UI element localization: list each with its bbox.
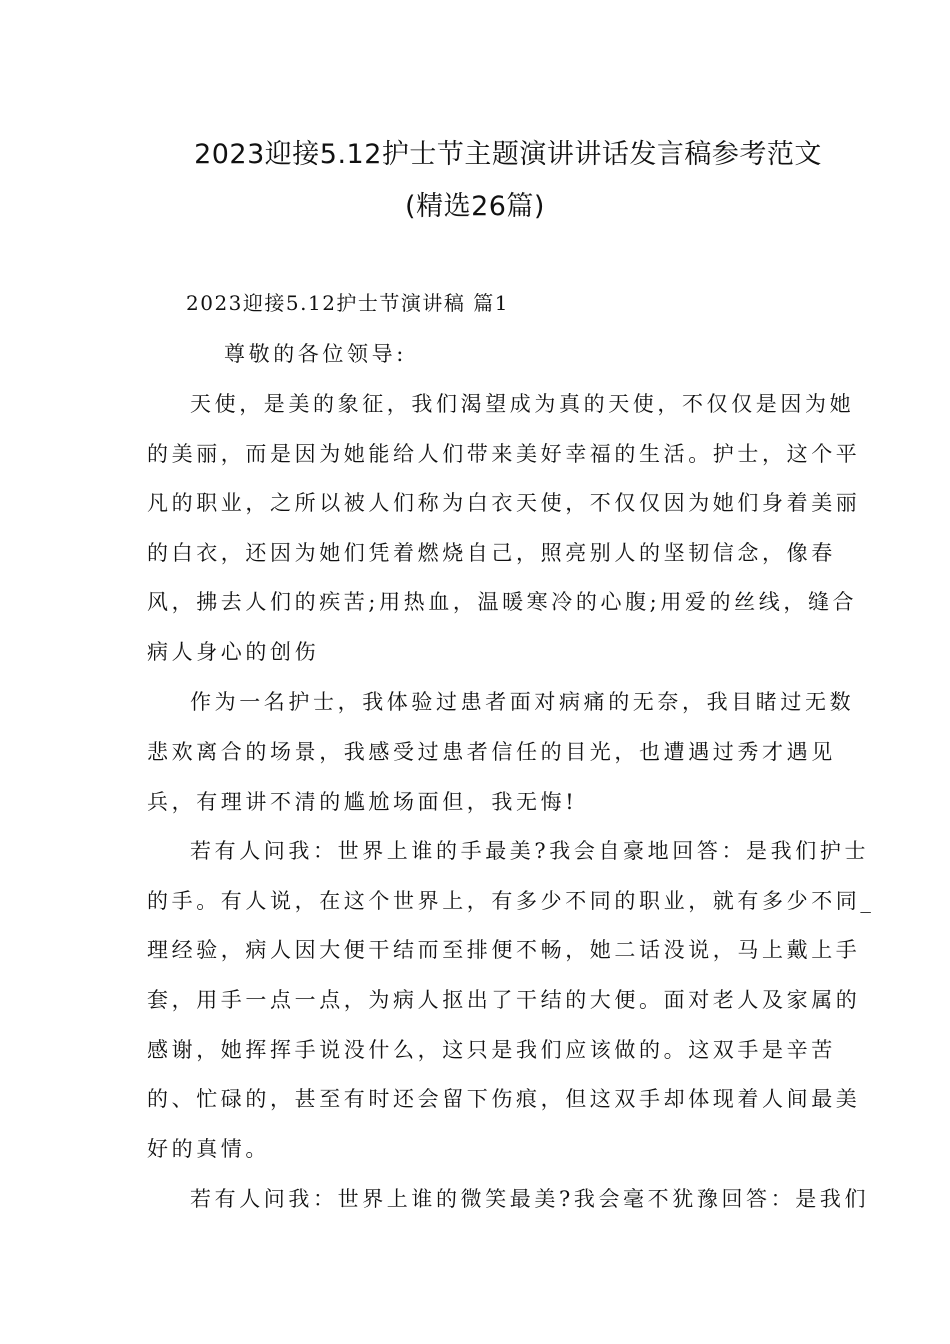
- document-title-line-1: 2023迎接5.12护士节主题演讲讲话发言稿参考范文: [194, 139, 822, 170]
- paragraph-3-line-3: 理经验，病人因大便干结而至排便不畅，她二话没说，马上戴上手: [147, 938, 861, 962]
- paragraph-1-line-6: 病人身心的创伤: [147, 640, 320, 664]
- paragraph-2-line-3: 兵，有理讲不清的尴尬场面但，我无悔!: [147, 790, 578, 814]
- paragraph-3-line-7: 好的真情。: [147, 1137, 270, 1161]
- paragraph-3-line-5: 感谢，她挥挥手说没什么，这只是我们应该做的。这双手是辛苦: [147, 1038, 836, 1062]
- paragraph-3-line-6: 的、忙碌的，甚至有时还会留下伤痕，但这双手却体现着人间最美: [147, 1087, 861, 1111]
- paragraph-3-line-4: 套，用手一点一点，为病人抠出了干结的大便。面对老人及家属的: [147, 988, 861, 1012]
- paragraph-1-line-2: 的美丽，而是因为她能给人们带来美好幸福的生活。护士，这个平: [147, 442, 861, 466]
- paragraph-1-line-1: 天使，是美的象征，我们渴望成为真的天使，不仅仅是因为她: [190, 392, 855, 416]
- paragraph-1-line-4: 的白衣，还因为她们凭着燃烧自己，照亮别人的坚韧信念，像春: [147, 541, 836, 565]
- paragraph-4-line-1: 若有人问我：世界上谁的微笑最美?我会毫不犹豫回答：是我们: [190, 1187, 870, 1211]
- paragraph-1-line-5: 风，拂去人们的疾苦;用热血，温暖寒冷的心腹;用爱的丝线，缝合: [147, 590, 858, 614]
- paragraph-3-line-2: 的手。有人说，在这个世界上，有多少不同的职业，就有多少不同_: [147, 889, 875, 913]
- section-heading: 2023迎接5.12护士节演讲稿 篇1: [186, 291, 510, 315]
- paragraph-3-line-1: 若有人问我：世界上谁的手最美?我会自豪地回答：是我们护士: [190, 839, 870, 863]
- salutation: 尊敬的各位领导:: [224, 342, 407, 366]
- paragraph-2-line-2: 悲欢离合的场景，我感受过患者信任的目光，也遭遇过秀才遇见: [147, 740, 836, 764]
- paragraph-2-line-1: 作为一名护士，我体验过患者面对病痛的无奈，我目睹过无数: [190, 690, 855, 714]
- document-title-line-2: (精选26篇): [405, 191, 545, 222]
- paragraph-1-line-3: 凡的职业，之所以被人们称为白衣天使，不仅仅因为她们身着美丽: [147, 491, 861, 515]
